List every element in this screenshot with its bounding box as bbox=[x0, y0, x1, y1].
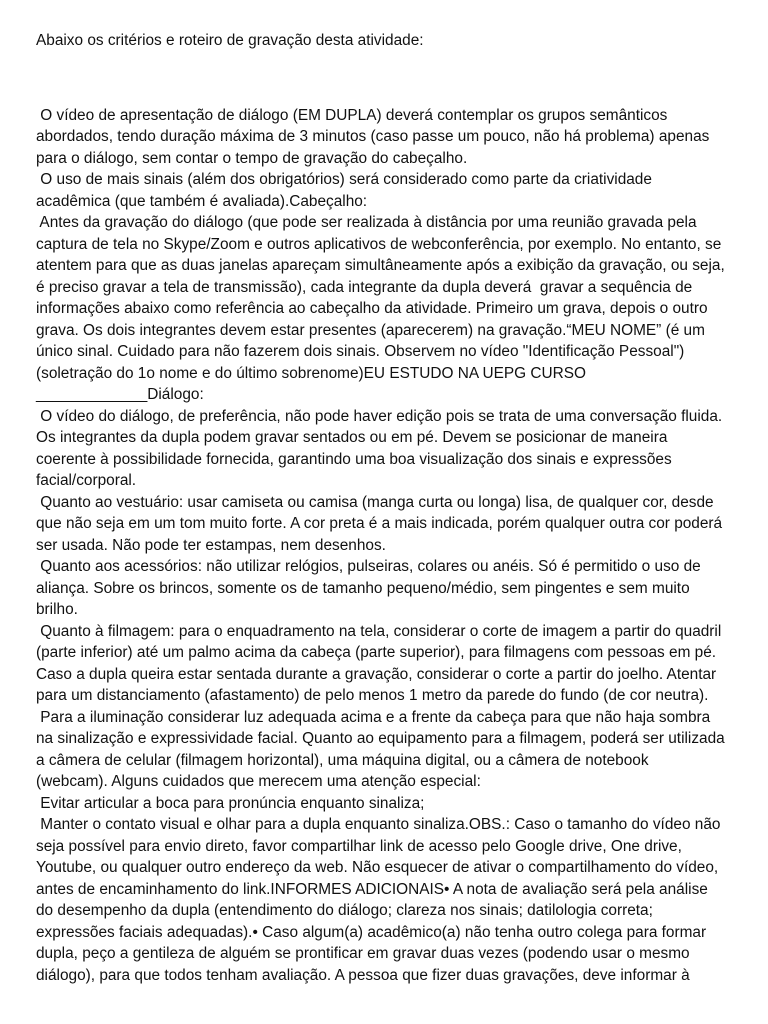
text-line: Os integrantes da dupla podem gravar sentados ou em pé. Devem se posicionar de maneira bbox=[36, 429, 668, 446]
document-intro: Abaixo os critérios e roteiro de gravação desta atividade: bbox=[36, 32, 424, 49]
text-line: facial/corporal. bbox=[36, 472, 137, 489]
text-line: atentem para que as duas janelas apareçam simultâneamente após a exibição da gravação, ou seja, bbox=[36, 257, 725, 274]
text-line: acadêmica (que também é avaliada).Cabeçalho: bbox=[36, 192, 368, 210]
text-line: para um distanciamento (afastamento) de pelo menos 1 metro da parede do fundo (de cor neutra). bbox=[36, 687, 709, 704]
text-line: Antes da gravação do diálogo (que pode ser realizada à distância por uma reunião gravada pela bbox=[36, 214, 697, 231]
text-line: brilho. bbox=[36, 601, 78, 618]
text-line: (soletração do 1o nome e do último sobrenome)EU ESTUDO NA UEPG CURSO bbox=[36, 364, 587, 382]
document-body bbox=[36, 105, 736, 987]
text-line: do desempenho da dupla (entendimento do diálogo; clareza nos sinais; datilologia correta; bbox=[36, 902, 653, 919]
text-line: diálogo), para que todos tenham avaliação. A pessoa que fizer duas gravações, deve informar à bbox=[36, 966, 690, 984]
text-line: antes de encaminhamento do link.INFORMES ADICIONAIS• A nota de avaliação será pela análise bbox=[36, 880, 708, 898]
text-line: (parte inferior) até um palmo acima da cabeça (parte superior), para filmagens com pessoas em pé. bbox=[36, 644, 717, 661]
text-line: Para a iluminação considerar luz adequada acima e a frente da cabeça para que não haja sombra bbox=[36, 708, 711, 726]
text-line: O vídeo do diálogo, de preferência, não pode haver edição pois se trata de uma conversação fluida. bbox=[36, 407, 723, 425]
text-line: a câmera de celular (filmagem horizontal), uma máquina digital, ou a câmera de notebook bbox=[36, 751, 649, 769]
text-line: para o diálogo, sem contar o tempo de gravação do cabeçalho. bbox=[36, 149, 468, 167]
text-line: que não seja em um tom muito forte. A cor preta é a mais indicada, porém qualquer outra cor poderá bbox=[36, 515, 723, 532]
text-line: Quanto aos acessórios: não utilizar relógios, pulseiras, colares ou anéis. Só é permitido o uso de bbox=[36, 558, 701, 575]
text-line: Youtube, ou qualquer outro endereço da web. Não esquecer de ativar o compartilhamento do vídeo, bbox=[36, 859, 719, 876]
text-line: _____________Diálogo: bbox=[36, 386, 204, 403]
text-line: O vídeo de apresentação de diálogo (EM DUPLA) deverá contemplar os grupos semânticos bbox=[36, 106, 668, 124]
text-line: único sinal. Cuidado para não fazerem dois sinais. Observem no vídeo "Identificação Pessoal") bbox=[36, 343, 685, 360]
text-line: expressões faciais adequadas).• Caso algum(a) acadêmico(a) não tenha outro colega para formar bbox=[36, 923, 707, 941]
document-page bbox=[36, 30, 736, 986]
text-line: Quanto à filmagem: para o enquadramento na tela, considerar o corte de imagem a partir do quadril bbox=[36, 622, 722, 640]
text-line: Evitar articular a boca para pronúncia enquanto sinaliza; bbox=[36, 794, 425, 812]
text-line: informações abaixo como referência ao cabeçalho da atividade. Primeiro um grava, depois o outro bbox=[36, 300, 708, 317]
text-line: ser usada. Não pode ter estampas, nem desenhos. bbox=[36, 536, 386, 554]
text-line: Manter o contato visual e olhar para a dupla enquanto sinaliza.OBS.: Caso o tamanho do vídeo não bbox=[36, 816, 721, 833]
text-line: aliança. Sobre os brincos, somente os de tamanho pequeno/médio, sem pingentes e sem muito bbox=[36, 579, 690, 597]
text-line: Quanto ao vestuário: usar camiseta ou camisa (manga curta ou longa) lisa, de qualquer cor, desde bbox=[36, 493, 714, 511]
text-line: grava. Os dois integrantes devem estar presentes (aparecerem) na gravação.“MEU NOME” (é um bbox=[36, 321, 705, 339]
text-line: captura de tela no Skype/Zoom e outros aplicativos de webconferência, por exemplo. No entanto, se bbox=[36, 235, 722, 253]
text-line: Caso a dupla queira estar sentada durante a gravação, considerar o corte a partir do joelho. Atentar bbox=[36, 665, 717, 683]
text-line: (webcam). Alguns cuidados que merecem uma atenção especial: bbox=[36, 773, 481, 790]
text-line: na sinalização e expressividade facial. Quanto ao equipamento para a filmagem, poderá ser utilizada bbox=[36, 730, 725, 747]
text-line: abordados, tendo duração máxima de 3 minutos (caso passe um pouco, não há problema) apenas bbox=[36, 128, 710, 145]
text-line: seja possível para envio direto, favor compartilhar link de acesso pelo Google drive, One drive, bbox=[36, 837, 682, 855]
text-line: é preciso gravar a tela de transmissão), cada integrante da dupla deverá gravar a sequência de bbox=[36, 278, 693, 296]
text-line: coerente à possibilidade fornecida, garantindo uma boa visualização dos sinais e expressões bbox=[36, 450, 672, 468]
text-line: dupla, peço a gentileza de alguém se prontificar em gravar duas vezes (podendo usar o mesmo bbox=[36, 945, 690, 962]
text-line: O uso de mais sinais (além dos obrigatórios) será considerado como parte da criatividade bbox=[36, 171, 652, 188]
